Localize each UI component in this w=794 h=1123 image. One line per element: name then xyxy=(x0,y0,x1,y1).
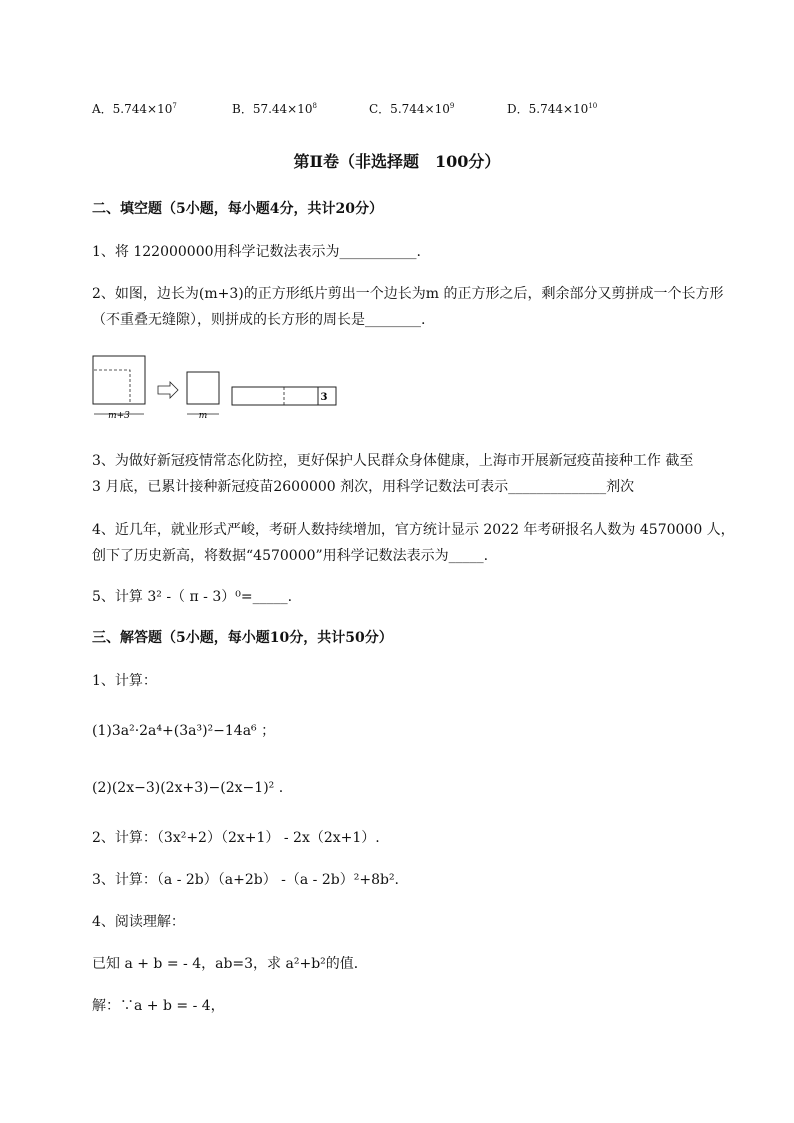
solve-q1-part1: (1)3a²·2a⁴+(3a³)²−14a⁶ ； xyxy=(92,723,276,739)
option-d: D．$5.744\times 10^{10}$ xyxy=(507,102,598,116)
fill-q2-line2: （不重叠无缝隙），则拼成的长方形的周长是________. xyxy=(92,312,426,328)
label-m-plus-3: m+3 xyxy=(108,411,130,421)
option-b: B．$57.44\times 10^8$ xyxy=(232,102,317,116)
fill-q4-line2: 创下了历史新高，将数据“4570000”用科学记数法表示为_____. xyxy=(92,548,489,564)
fill-q1: 1、将 122000000用科学记数法表示为___________. xyxy=(92,244,421,260)
fill-q4-line1: 4、近几年，就业形式严峻，考研人数持续增加，官方统计显示 2022 年考研报名人数为 4570000 人， xyxy=(92,522,735,538)
label-3: 3 xyxy=(320,392,328,403)
solve-q1: 1、计算： xyxy=(92,673,157,689)
part2-title: 第Ⅱ卷（非选择题 100分） xyxy=(293,152,501,171)
solve-q1-part2: (2)(2x−3)(2x+3)−(2x−1)² . xyxy=(92,780,284,796)
fill-q2-line1: 2、如图，边长为(m+3)的正方形纸片剪出一个边长为m 的正方形之后，剩余部分又剪拼成一个长方形 xyxy=(92,286,724,302)
fill-q3-line2: 3 月底，已累计接种新冠疫苗2600000 剂次，用科学记数法可表示______________剂次 xyxy=(92,479,635,495)
option-a: A．$5.744\times 10^7$ xyxy=(92,102,177,116)
arrow-right-icon xyxy=(158,382,178,398)
fill-q5: 5、计算 3² -（ π - 3）⁰=_____. xyxy=(92,589,293,605)
square-cut-figure xyxy=(92,350,352,430)
solve-q4: 4、阅读理解： xyxy=(92,914,185,930)
solve-q4-given: 已知 a + b = - 4，ab=3，求 a²+b²的值． xyxy=(92,956,368,972)
fill-q3-line1: 3、为做好新冠疫情常态化防控，更好保护人民群众身体健康，上海市开展新冠疫苗接种工作 截至 xyxy=(92,453,694,469)
section2-heading: 二、填空题（5小题，每小题4分，共计20分） xyxy=(92,201,383,217)
solve-q3: 3、计算：（a - 2b）（a+2b） -（a - 2b）²+8b². xyxy=(92,872,400,888)
option-c: C．$5.744\times 10^9$ xyxy=(369,102,455,116)
section3-heading: 三、解答题（5小题，每小题10分，共计50分） xyxy=(92,630,393,646)
label-m: m xyxy=(198,411,208,421)
solve-q2: 2、计算：（3x²+2）（2x+1） - 2x（2x+1）. xyxy=(92,830,380,846)
solve-q4-solution: 解：∵a + b = - 4， xyxy=(92,998,225,1014)
